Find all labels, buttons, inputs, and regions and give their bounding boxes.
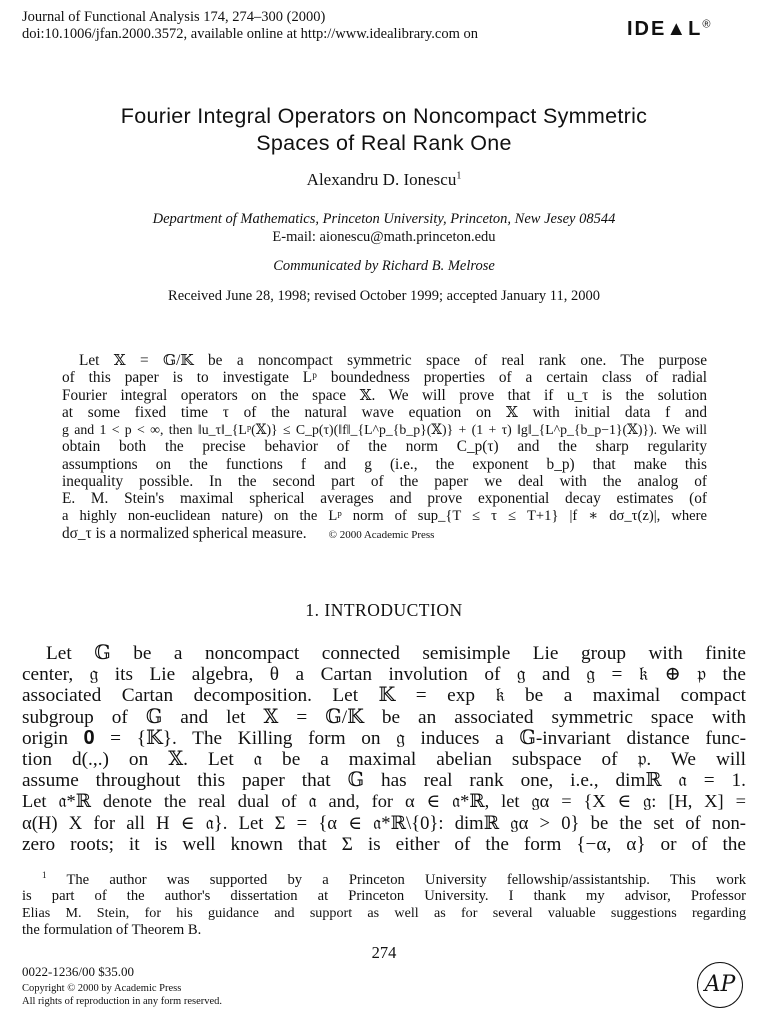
ideal-logo-text-2: L xyxy=(688,18,703,40)
abstract-line: dσ_τ is a normalized spherical measure. xyxy=(62,524,307,542)
author-email: E-mail: aionescu@math.princeton.edu xyxy=(272,229,496,245)
footnote-line: the formulation of Theorem B. xyxy=(22,921,202,938)
footnote-line: The author was supported by a Princeton University fellowship/assistantship. This work xyxy=(66,871,746,888)
footnote-line: is part of the author's dissertation at Princeton University. I thank my advisor, Professor xyxy=(22,888,746,905)
abstract-line: assumptions on the functions f and g (i.e., the exponent b_p) that make this xyxy=(62,455,707,473)
abstract-copyright: © 2000 Academic Press xyxy=(328,528,435,541)
body-line: center, 𝔤 its Lie algebra, θ a Cartan involution of 𝔤 and 𝔤 = 𝔨 ⊕ 𝔭 the xyxy=(22,664,746,686)
footnote xyxy=(22,867,746,938)
abstract-last-line xyxy=(62,525,707,544)
footnote-mark: 1 xyxy=(42,870,47,880)
abstract-line: at some fixed time τ of the natural wave equation on 𝕏 with initial data f and xyxy=(62,403,707,421)
abstract-line: of this paper is to investigate Lᵖ boundedness properties of a certain class of radial xyxy=(62,369,707,387)
received-dates: Received June 28, 1998; revised October 1999; accepted January 11, 2000 xyxy=(168,288,600,304)
abstract-line: Fourier integral operators on the space 𝕏. We will prove that if u_τ is the solution xyxy=(62,386,707,404)
author xyxy=(0,170,768,190)
abstract-line: E. M. Stein's maximal spherical averages and prove exponential decay estimates (of xyxy=(62,490,707,508)
body-line: α(H) X for all H ∈ 𝔞}. Let Σ = {α ∈ 𝔞*ℝ\{0}: dimℝ 𝔤α > 0} be the set of non- xyxy=(22,812,746,834)
copyright-notice: Copyright © 2000 by Academic Press xyxy=(22,983,182,994)
abstract xyxy=(62,352,707,544)
body-line: origin 𝟎 = {𝕂}. The Killing form on 𝔤 induces a 𝔾-invariant distance func- xyxy=(22,727,746,749)
issn-price: 0022-1236/00 $35.00 xyxy=(22,964,134,979)
abstract-line: g and 1 < p < ∞, then ‖u_τ‖_{Lᵖ(𝕏)} ≤ C_p(τ)(‖f‖_{L^p_{b_p}(𝕏)} + (1 + τ) ‖g‖_{L^p_{b_p−1}(𝕏)}). We will xyxy=(62,422,707,438)
introduction-paragraph xyxy=(22,643,746,855)
author-footnote-mark: 1 xyxy=(456,170,462,182)
journal-citation: Journal of Functional Analysis 174, 274–300 (2000) xyxy=(22,9,326,25)
page-number: 274 xyxy=(371,943,397,962)
ideal-logo-text: IDE xyxy=(627,18,667,40)
ideal-logo-arrow-icon: ▲ xyxy=(666,18,689,40)
affiliation: Department of Mathematics, Princeton University, Princeton, New Jesey 08544 xyxy=(152,211,616,227)
body-line: subgroup of 𝔾 and let 𝕏 = 𝔾/𝕂 be an associated symmetric space with xyxy=(22,706,746,728)
section-heading: 1. INTRODUCTION xyxy=(305,600,463,620)
abstract-line: inequality possible. In the second part of the paper we deal with the analog of xyxy=(62,473,707,491)
footnote-line: Elias M. Stein, for his guidance and support as well as for several valuable suggestions regarding xyxy=(22,905,746,922)
rights-notice: All rights of reproduction in any form reserved. xyxy=(22,996,223,1007)
footnote-first-line xyxy=(22,867,746,888)
abstract-line: obtain both the precise behavior of the norm C_p(τ) and the sharp regularity xyxy=(62,438,707,456)
communicated-by: Communicated by Richard B. Melrose xyxy=(273,258,495,274)
ideal-logo xyxy=(627,18,710,41)
body-line: zero roots; it is well known that Σ is either of the form {−α, α} or of the xyxy=(22,833,746,855)
registered-mark: ® xyxy=(702,18,711,31)
body-line: assume throughout this paper that 𝔾 has real rank one, i.e., dimℝ 𝔞 = 1. xyxy=(22,770,746,792)
abstract-line: a highly non-euclidean nature) on the Lᵖ norm of sup_{T ≤ τ ≤ T+1} |f ∗ dσ_τ(z)|, where xyxy=(62,507,707,524)
doi-line: doi:10.1006/jfan.2000.3572, available online at http://www.idealibrary.com on xyxy=(22,26,478,42)
body-line: Let 𝔞*ℝ denote the real dual of 𝔞 and, for α ∈ 𝔞*ℝ, let 𝔤α = {X ∈ 𝔤: [H, X] = xyxy=(22,791,746,812)
body-line: tion d(.,.) on 𝕏. Let 𝔞 be a maximal abelian subspace of 𝔭. We will xyxy=(22,749,746,771)
author-name: Alexandru D. Ionescu xyxy=(306,170,457,189)
body-line: associated Cartan decomposition. Let 𝕂 = exp 𝔨 be a maximal compact xyxy=(22,685,746,707)
body-line: Let 𝔾 be a noncompact connected semisimple Lie group with finite xyxy=(46,643,746,664)
paper-title-line-2: Spaces of Real Rank One xyxy=(256,131,512,155)
academic-press-logo: AP xyxy=(697,962,743,1008)
abstract-line: Let 𝕏 = 𝔾/𝕂 be a noncompact symmetric space of real rank one. The purpose xyxy=(79,352,707,369)
paper-title-line-1: Fourier Integral Operators on Noncompact Symmetric xyxy=(120,104,648,128)
